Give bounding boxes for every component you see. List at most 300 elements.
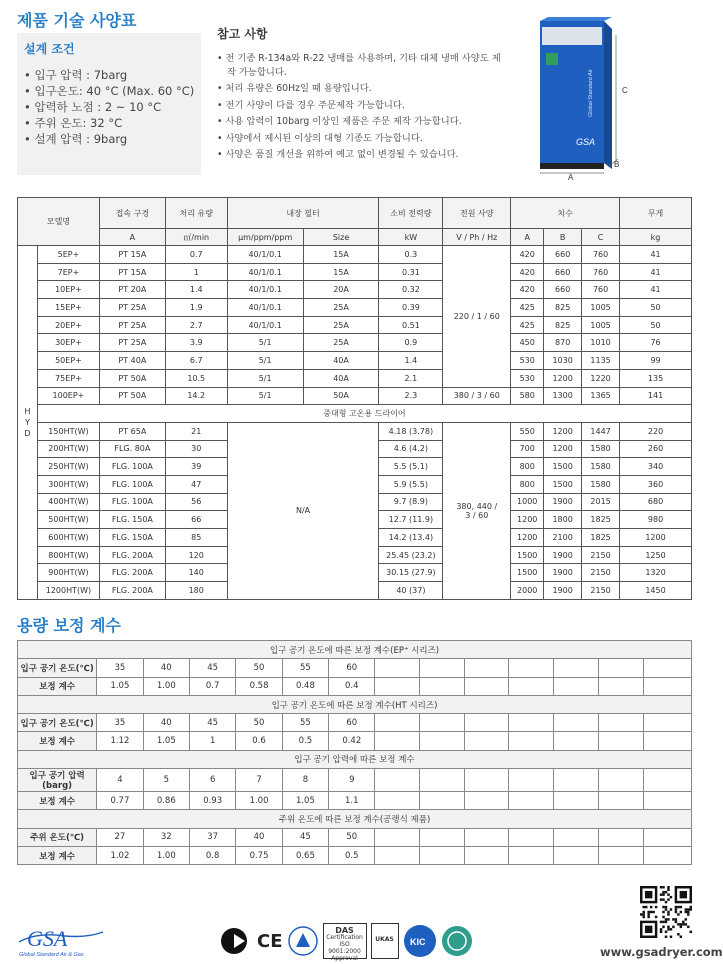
cell-size: 25A (303, 299, 379, 317)
cell-a: 1500 (511, 564, 544, 582)
cell-model: 30EP+ (37, 334, 99, 352)
table-row (18, 828, 692, 846)
series-label: H Y D (18, 246, 38, 600)
unit-filter: μm/ppm/ppm (227, 229, 303, 246)
cell-flow: 85 (165, 529, 227, 547)
cell-empty (643, 828, 692, 846)
cell-a: 550 (511, 422, 544, 440)
cell-model: 50EP+ (37, 352, 99, 370)
cell-empty (375, 714, 420, 732)
condition-item: • 입구온도: 40 °C (Max. 60 °C) (24, 84, 195, 98)
spec-table (17, 197, 692, 600)
section-caption-row (18, 641, 692, 659)
table-row (18, 422, 692, 440)
cell-model: 250HT(W) (37, 458, 99, 476)
cell-empty (598, 846, 643, 864)
row-label: 입구 공기 온도(℃) (18, 659, 97, 677)
cell-connection: FLG. 200A (99, 564, 165, 582)
cell-empty (464, 846, 509, 864)
cell-a: 580 (511, 387, 544, 405)
table-row (18, 659, 692, 677)
cell-c: 2015 (582, 493, 620, 511)
cell-electric: 380, 440 / 3 / 60 (443, 422, 511, 599)
cell-flow: 1 (165, 263, 227, 281)
cell-value: 0.7 (189, 677, 235, 695)
cell-value: 6 (189, 769, 235, 792)
condition-item: • 설계 압력 : 9barg (24, 132, 128, 146)
table-row (18, 352, 692, 370)
cell-model: 600HT(W) (37, 529, 99, 547)
cell-value: 0.77 (97, 792, 143, 810)
cell-empty (509, 677, 554, 695)
cell-connection: FLG. 200A (99, 582, 165, 600)
section-caption: 입구 공기 온도에 따른 보정 계수(HT 시리즈) (18, 695, 692, 713)
cell-power: 14.2 (13.4) (379, 529, 443, 547)
cell-a: 420 (511, 246, 544, 264)
cell-flow: 120 (165, 546, 227, 564)
cell-empty (598, 792, 643, 810)
cell-connection: PT 15A (99, 263, 165, 281)
cell-power: 30.15 (27.9) (379, 564, 443, 582)
cell-connection: PT 25A (99, 316, 165, 334)
cell-model: 1200HT(W) (37, 582, 99, 600)
cell-b: 2100 (544, 529, 582, 547)
cell-empty (464, 769, 509, 792)
table-row (18, 714, 692, 732)
cell-b: 1900 (544, 564, 582, 582)
cell-value: 7 (236, 769, 282, 792)
cell-power: 0.31 (379, 263, 443, 281)
cell-value: 1.1 (329, 792, 375, 810)
gsa-logo (17, 920, 107, 962)
cell-weight: 260 (620, 440, 692, 458)
cell-empty (464, 677, 509, 695)
cell-weight: 1450 (620, 582, 692, 600)
cell-empty (509, 659, 554, 677)
cell-connection: PT 25A (99, 299, 165, 317)
cell-b: 1200 (544, 422, 582, 440)
logo-tagline: Global Standard Air & Gas (19, 952, 84, 958)
ht-section-label: 중대형 고온용 드라이어 (37, 405, 691, 423)
table-row (18, 769, 692, 792)
cell-value: 55 (282, 659, 328, 677)
cell-value: 50 (236, 659, 282, 677)
cell-flow: 0.7 (165, 246, 227, 264)
cell-model: 150HT(W) (37, 422, 99, 440)
cell-a: 425 (511, 316, 544, 334)
cell-filter: 40/1/0.1 (227, 281, 303, 299)
cell-empty (554, 714, 599, 732)
cell-connection: PT 40A (99, 352, 165, 370)
table-row (18, 846, 692, 864)
cell-value: 60 (329, 714, 375, 732)
cell-weight: 50 (620, 316, 692, 334)
cell-connection: PT 50A (99, 387, 165, 405)
cell-value: 45 (282, 828, 328, 846)
cell-b: 660 (544, 281, 582, 299)
cell-c: 1010 (582, 334, 620, 352)
cell-empty (643, 846, 692, 864)
cell-weight: 220 (620, 422, 692, 440)
cell-model: 15EP+ (37, 299, 99, 317)
cell-power: 0.9 (379, 334, 443, 352)
cell-a: 800 (511, 475, 544, 493)
cell-empty (598, 677, 643, 695)
cell-c: 760 (582, 263, 620, 281)
cell-c: 1220 (582, 369, 620, 387)
das-label: DAS (335, 926, 354, 935)
cell-power: 5.9 (5.5) (379, 475, 443, 493)
section-caption-row (18, 750, 692, 768)
reference-item: • 사양에서 제시된 이상의 대형 기종도 가능합니다. (217, 132, 423, 144)
cell-power: 9.7 (8.9) (379, 493, 443, 511)
cell-flow: 1.4 (165, 281, 227, 299)
cell-power: 2.3 (379, 387, 443, 405)
cell-filter: 40/1/0.1 (227, 263, 303, 281)
reference-item: • 사용 압력이 10barg 이상인 제품은 주문 제작 가능합니다. (217, 116, 462, 127)
cell-connection: FLG. 100A (99, 475, 165, 493)
cell-empty (643, 769, 692, 792)
cell-empty (598, 714, 643, 732)
cell-empty (554, 846, 599, 864)
cell-empty (375, 792, 420, 810)
cell-empty (554, 677, 599, 695)
table-row (18, 263, 692, 281)
cell-b: 1200 (544, 369, 582, 387)
cell-connection: PT 20A (99, 281, 165, 299)
table-row (18, 677, 692, 695)
cell-filter: 5/1 (227, 369, 303, 387)
cell-flow: 2.7 (165, 316, 227, 334)
dimension-b-label: B (614, 160, 620, 169)
cell-empty (554, 828, 599, 846)
cell-empty (554, 769, 599, 792)
unit-weight: kg (620, 229, 692, 246)
cell-c: 1365 (582, 387, 620, 405)
cell-a: 1500 (511, 546, 544, 564)
cell-empty (375, 828, 420, 846)
cell-c: 2150 (582, 582, 620, 600)
cell-weight: 135 (620, 369, 692, 387)
cell-c: 1580 (582, 475, 620, 493)
cell-power: 25.45 (23.2) (379, 546, 443, 564)
cell-model: 900HT(W) (37, 564, 99, 582)
cell-model: 5EP+ (37, 246, 99, 264)
cell-connection: PT 50A (99, 369, 165, 387)
cell-size: 25A (303, 334, 379, 352)
cell-b: 825 (544, 316, 582, 334)
cell-model: 300HT(W) (37, 475, 99, 493)
row-label: 보정 계수 (18, 677, 97, 695)
cell-value: 0.8 (189, 846, 235, 864)
cell-weight: 1320 (620, 564, 692, 582)
cell-connection: FLG. 100A (99, 458, 165, 476)
cell-value: 0.48 (282, 677, 328, 695)
design-conditions-heading: 설계 조건 (24, 42, 75, 56)
cell-empty (420, 714, 465, 732)
cell-a: 420 (511, 281, 544, 299)
cell-a: 2000 (511, 582, 544, 600)
cell-connection: PT 15A (99, 246, 165, 264)
cell-c: 760 (582, 281, 620, 299)
correction-table (17, 640, 692, 865)
cell-model: 200HT(W) (37, 440, 99, 458)
cell-connection: FLG. 100A (99, 493, 165, 511)
unit-c: C (582, 229, 620, 246)
machine-side-text: Global Standard Air (588, 69, 594, 117)
cell-connection: FLG. 200A (99, 546, 165, 564)
cell-b: 1500 (544, 475, 582, 493)
dryer-machine-image (528, 17, 640, 182)
cell-value: 50 (329, 828, 375, 846)
cell-power: 0.32 (379, 281, 443, 299)
cell-value: 27 (97, 828, 143, 846)
cell-b: 1800 (544, 511, 582, 529)
cell-value: 0.5 (329, 846, 375, 864)
cell-value: 9 (329, 769, 375, 792)
row-label: 보정 계수 (18, 792, 97, 810)
ce-mark: CE (257, 930, 283, 952)
cell-empty (420, 792, 465, 810)
cell-flow: 180 (165, 582, 227, 600)
unit-flow: ㎥/min (165, 229, 227, 246)
cell-power: 5.5 (5.1) (379, 458, 443, 476)
cell-empty (375, 677, 420, 695)
machine-brand: GSA (576, 137, 596, 147)
design-conditions-box (17, 33, 201, 175)
cell-filter: 5/1 (227, 387, 303, 405)
unit-a: A (511, 229, 544, 246)
website-url[interactable]: www.gsadryer.com (600, 945, 723, 959)
reference-item: • 전 기종 R-134a와 R-22 냉매를 사용하며, 기타 대체 냉매 사양도 제작 가능합니다. (217, 53, 501, 78)
cell-empty (509, 769, 554, 792)
cell-value: 35 (97, 714, 143, 732)
cell-electric: 220 / 1 / 60 (443, 246, 511, 388)
cell-empty (420, 828, 465, 846)
cell-value: 0.65 (282, 846, 328, 864)
cell-size: 50A (303, 387, 379, 405)
cell-flow: 10.5 (165, 369, 227, 387)
row-label: 입구 공기 온도(℃) (18, 714, 97, 732)
table-row (18, 316, 692, 334)
cell-b: 1900 (544, 493, 582, 511)
cell-c: 1447 (582, 422, 620, 440)
certification-logos (219, 923, 473, 962)
cell-a: 800 (511, 458, 544, 476)
cell-size: 40A (303, 352, 379, 370)
cell-flow: 14.2 (165, 387, 227, 405)
cell-a: 450 (511, 334, 544, 352)
design-conditions-list (24, 67, 194, 147)
qr-code[interactable] (640, 886, 692, 938)
reference-heading: 참고 사항 (217, 27, 268, 41)
cell-a: 1200 (511, 511, 544, 529)
cell-power: 2.1 (379, 369, 443, 387)
cell-empty (598, 828, 643, 846)
section-caption-row (18, 810, 692, 828)
cell-model: 400HT(W) (37, 493, 99, 511)
cell-flow: 21 (165, 422, 227, 440)
cell-flow: 56 (165, 493, 227, 511)
cell-flow: 140 (165, 564, 227, 582)
cell-value: 32 (143, 828, 189, 846)
cell-empty (643, 714, 692, 732)
cell-value: 0.6 (236, 732, 282, 750)
header-filter: 내장 필터 (227, 198, 379, 229)
cell-weight: 41 (620, 281, 692, 299)
cell-empty (420, 659, 465, 677)
cell-a: 530 (511, 369, 544, 387)
header-weight: 무게 (620, 198, 692, 229)
cell-filter: 40/1/0.1 (227, 246, 303, 264)
cell-value: 1.00 (143, 846, 189, 864)
cell-empty (509, 732, 554, 750)
cell-power: 0.51 (379, 316, 443, 334)
cell-value: 45 (189, 659, 235, 677)
cell-empty (554, 732, 599, 750)
cell-value: 50 (236, 714, 282, 732)
cell-a: 1200 (511, 529, 544, 547)
cell-value: 37 (189, 828, 235, 846)
table-row (18, 299, 692, 317)
unit-size: Size (303, 229, 379, 246)
cell-value: 0.93 (189, 792, 235, 810)
cell-weight: 41 (620, 246, 692, 264)
cell-value: 40 (143, 714, 189, 732)
dimension-c-label: C (622, 86, 628, 95)
cell-value: 40 (236, 828, 282, 846)
cell-b: 1200 (544, 440, 582, 458)
table-row (18, 281, 692, 299)
cell-filter: 5/1 (227, 334, 303, 352)
reference-item: • 전기 사양이 다를 경우 주문제작 가능합니다. (217, 99, 405, 111)
cell-value: 8 (282, 769, 328, 792)
cell-power: 0.3 (379, 246, 443, 264)
cell-connection: PT 25A (99, 334, 165, 352)
cell-value: 55 (282, 714, 328, 732)
cell-b: 1300 (544, 387, 582, 405)
logo-text: GSA (27, 926, 68, 951)
cell-size: 25A (303, 316, 379, 334)
cell-empty (464, 828, 509, 846)
cert-seal-icon (287, 925, 319, 957)
page-title: 제품 기술 사양표 (17, 11, 137, 30)
section-caption: 주위 온도에 따른 보정 계수(공랭식 제품) (18, 810, 692, 828)
cell-weight: 141 (620, 387, 692, 405)
row-label: 보정 계수 (18, 846, 97, 864)
cell-c: 1005 (582, 316, 620, 334)
cell-a: 700 (511, 440, 544, 458)
condition-item: • 입구 압력 : 7barg (24, 68, 128, 82)
cell-empty (509, 714, 554, 732)
cell-value: 0.4 (329, 677, 375, 695)
cell-value: 1.05 (97, 677, 143, 695)
cell-flow: 66 (165, 511, 227, 529)
header-electric: 전원 사양 (443, 198, 511, 229)
cell-b: 1030 (544, 352, 582, 370)
cell-empty (420, 846, 465, 864)
ukas-cert: UKAS (371, 923, 399, 959)
cell-value: 0.5 (282, 732, 328, 750)
cell-value: 0.58 (236, 677, 282, 695)
cell-c: 1135 (582, 352, 620, 370)
header-flow: 처리 유량 (165, 198, 227, 229)
cell-c: 1825 (582, 529, 620, 547)
dimension-a-label: A (568, 173, 574, 182)
cell-empty (509, 792, 554, 810)
unit-connection: A (99, 229, 165, 246)
cell-empty (420, 677, 465, 695)
cell-empty (375, 769, 420, 792)
header-connection: 접속 구경 (99, 198, 165, 229)
cell-value: 40 (143, 659, 189, 677)
cell-size: 20A (303, 281, 379, 299)
cell-flow: 47 (165, 475, 227, 493)
cell-weight: 99 (620, 352, 692, 370)
cell-model: 100EP+ (37, 387, 99, 405)
cell-empty (598, 769, 643, 792)
cell-a: 530 (511, 352, 544, 370)
cell-value: 0.86 (143, 792, 189, 810)
cell-value: 45 (189, 714, 235, 732)
cell-c: 1580 (582, 458, 620, 476)
cell-empty (420, 732, 465, 750)
cell-value: 35 (97, 659, 143, 677)
cell-filter: 5/1 (227, 352, 303, 370)
cell-empty (375, 846, 420, 864)
cell-empty (598, 732, 643, 750)
cell-value: 5 (143, 769, 189, 792)
cell-c: 1825 (582, 511, 620, 529)
cell-size: 15A (303, 246, 379, 264)
cell-flow: 39 (165, 458, 227, 476)
unit-electric: V / Ph / Hz (443, 229, 511, 246)
cell-power: 12.7 (11.9) (379, 511, 443, 529)
cell-filter: 40/1/0.1 (227, 299, 303, 317)
cell-power: 1.4 (379, 352, 443, 370)
row-label: 입구 공기 압력(barg) (18, 769, 97, 792)
cell-b: 870 (544, 334, 582, 352)
reference-item: • 사양은 품질 개선을 위하여 예고 없이 변경될 수 있습니다. (217, 149, 459, 160)
g-mark-icon (219, 926, 253, 956)
das-cert (323, 923, 367, 962)
cell-model: 500HT(W) (37, 511, 99, 529)
cell-value: 1.12 (97, 732, 143, 750)
cell-empty (643, 677, 692, 695)
cell-value: 1.00 (143, 677, 189, 695)
cell-a: 420 (511, 263, 544, 281)
cell-c: 1580 (582, 440, 620, 458)
cell-b: 1900 (544, 546, 582, 564)
cell-connection: FLG. 150A (99, 529, 165, 547)
cell-empty (464, 792, 509, 810)
cell-weight: 980 (620, 511, 692, 529)
cell-value: 1.02 (97, 846, 143, 864)
unit-b: B (544, 229, 582, 246)
cell-empty (420, 769, 465, 792)
cell-empty (464, 732, 509, 750)
table-row (18, 387, 692, 405)
cell-model: 10EP+ (37, 281, 99, 299)
cell-empty (643, 792, 692, 810)
cell-b: 1500 (544, 458, 582, 476)
cell-power: 40 (37) (379, 582, 443, 600)
cell-weight: 340 (620, 458, 692, 476)
cell-flow: 1.9 (165, 299, 227, 317)
cell-value: 1.00 (236, 792, 282, 810)
table-row (18, 369, 692, 387)
cell-value: 1.05 (143, 732, 189, 750)
